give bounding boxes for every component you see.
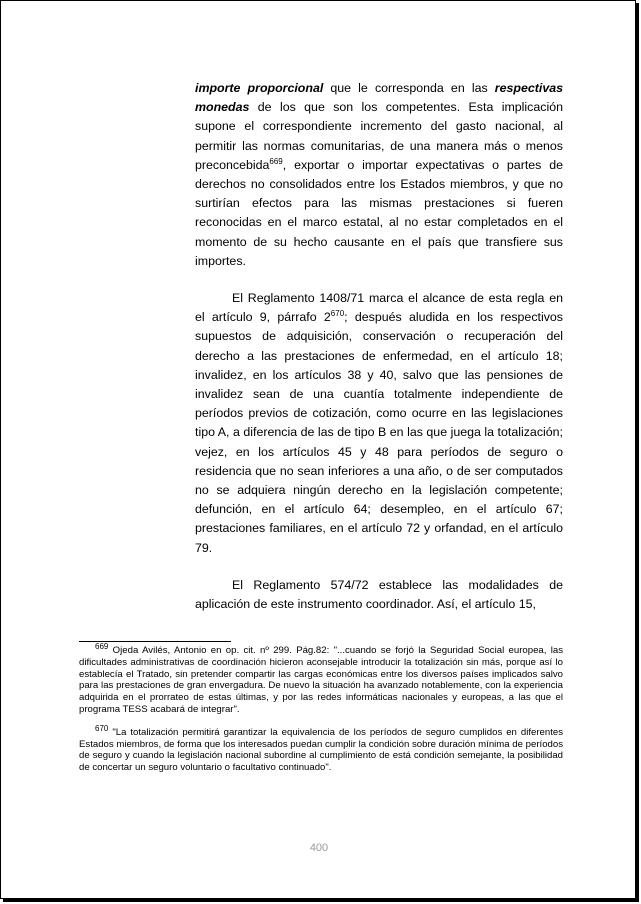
footnotes [79,641,563,774]
paragraph-1-text-a: que le corresponda en las [323,81,495,95]
page-number: 400 [309,842,329,854]
paragraph-3: El Reglamento 574/72 establece las modalidades de aplicación de este instrumento coordinador. Así, el artículo 15, [195,577,563,612]
paragraph-1 [195,79,563,271]
paragraph-2-text-b: ; después aludida en los respectivos supuestos de adquisición, conservación o recuperación del derecho a las prestaciones de enfermedad, en el artículo 18; invalidez, en los artículos 38 y 40, salvo que las pensiones de invalidez sean de una cuantía totalmente independiente de períodos previos de cotización, como ocurre en las legislaciones tipo A, a diferencia de las de tipo B en las que juega la totalización; vejez, en los artículos 45 y 48 para períodos de seguro o residencia que no sean inferiores a una año, o de ser computados no se adquiera ningún derecho en la legislación competente; defunción, en el artículo 64; desempleo, en el artículo 67; prestaciones familiares, en el artículo 72 y orfandad, en el artículo 79. [195,310,563,555]
bold-phrase-monedas: respectivas monedas [195,81,563,115]
footnote-text: "La totalización permitirá garantizar la equivalencia de los períodos de seguro cumplidos en diferentes Estados miembros, de forma que los interesados puedan cumplir la condición sobre duración mínima de períodos de seguro y cuando la legislación nacional subordine al cumplimiento de está condición semejante, la posibilidad de concertar un seguro voluntario o facultativo continuado". [79,726,563,774]
footnote-number: 669 [95,641,109,651]
footnote-text: Ojeda Avilés, Antonio en op. cit. nº 299. Pág.82: "...cuando se forjó la Seguridad Social europea, las dificultades administrativas de coordinación hicieron aconsejable introducir la totalización sin más, porque así lo establecía el Tratado, sin pretender compartir las cargas económicas entre los diversos países implicados salvo para las prestaciones de gran envergadura. De nuevo la situación ha avanzado notablemente, con la experiencia adquirida en el prorrateo de estas últimas, y por las redes informáticas nacionales y europeas, a las que el programa TESS acabará de integrar". [79,645,563,715]
footnote-ref-669[interactable]: 669 [269,156,283,166]
footnote-669 [79,641,563,716]
footnote-670 [79,723,563,774]
paragraph-1-text-b: de los que son los competentes. Esta implicación supone el correspondiente incremento del gasto nacional, al permitir las normas comunitarias, de una manera más o menos preconcebida [195,100,563,172]
footnote-ref-670[interactable]: 670 [330,309,345,319]
paragraph-2-text-a: El Reglamento 1408/71 marca el alcance de esta regla en el artículo 9, párrafo 2 [195,291,563,325]
paragraph-2 [195,289,563,558]
bold-phrase-importe: importe proporcional [195,81,324,95]
footnote-number: 670 [95,723,109,733]
body-text [195,79,563,614]
paragraph-1-text-c: , exportar o importar expectativas o partes de derechos no consolidados entre los Estados miembros, y que no surtirían efectos para las mismas prestaciones si fueren reconocidas en el marco estatal, al no estar completados en el momento de su hecho causante en el país que transfiere sus importes. [195,157,563,268]
